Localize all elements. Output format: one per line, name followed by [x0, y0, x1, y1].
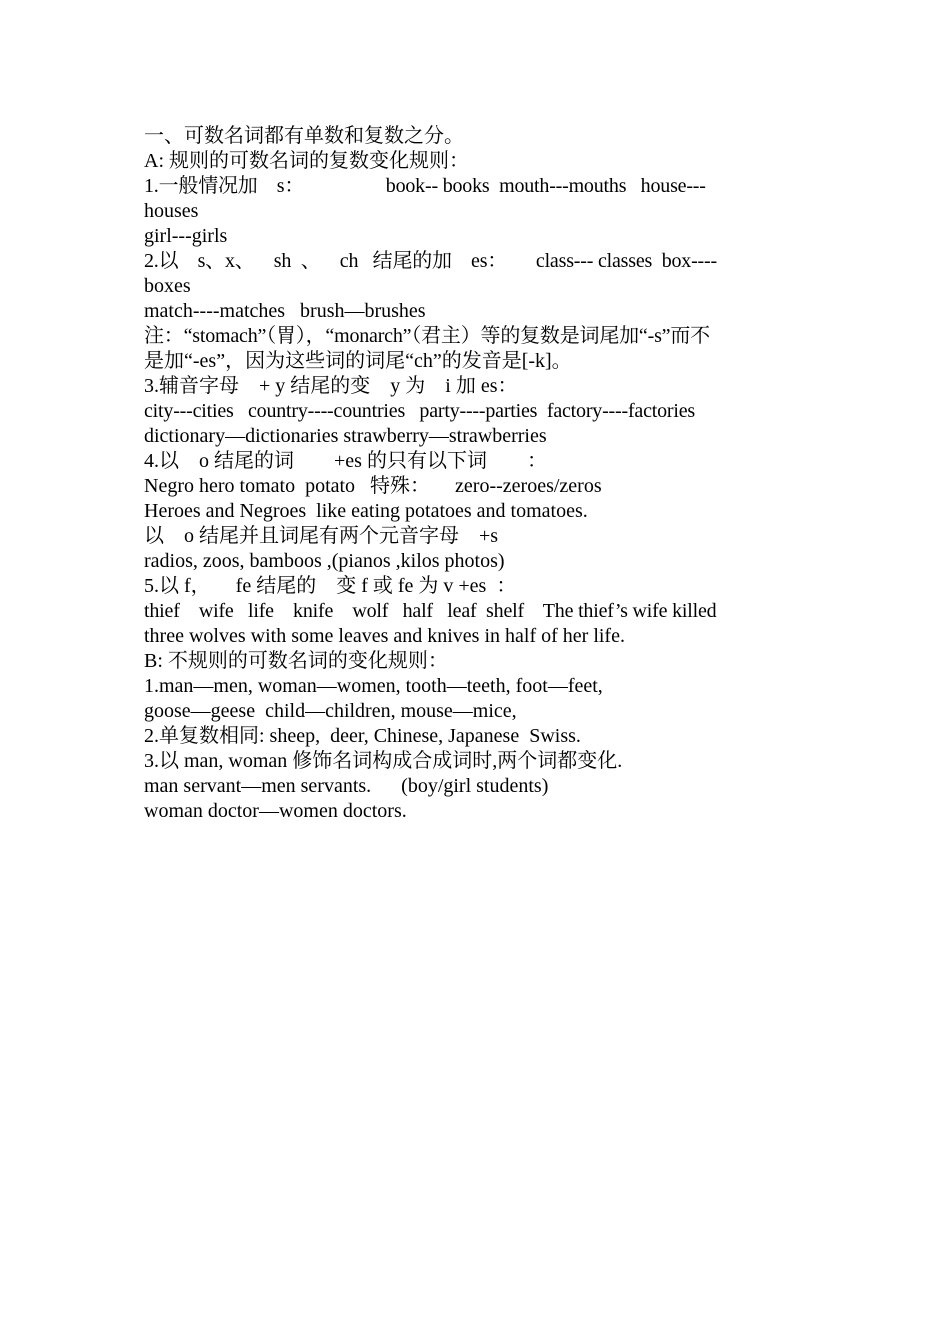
rule-2-continuation: boxes	[144, 275, 191, 297]
rule-5-line: 5.以 f， fe 结尾的 变 f 或 fe 为 v +es ：	[144, 575, 517, 597]
rule-4-example-2: Heroes and Negroes like eating potatoes and tomatoes.	[144, 500, 588, 522]
rule-2-line: 2.以 s、x、 sh 、 ch 结尾的加 es： class--- classes box----	[144, 250, 717, 272]
section-heading: 一、可数名词都有单数和复数之分。	[144, 125, 464, 147]
rule-2-example: match----matches brush—brushes	[144, 300, 426, 322]
irregular-rule-1-line: 1.man—men, woman—women, tooth—teeth, foot—feet,	[144, 675, 603, 697]
document-body	[144, 124, 808, 824]
note-line-1: 注：“stomach”（胃），“monarch”（君主）等的复数是词尾加“-s”而不	[144, 325, 710, 347]
irregular-rule-3-example-2: woman doctor—women doctors.	[144, 800, 407, 822]
rule-4-example-1: Negro hero tomato potato 特殊： zero--zeroes/zeros	[144, 475, 602, 497]
subsection-heading-a: A: 规则的可数名词的复数变化规则：	[144, 150, 469, 172]
rule-3-line: 3.辅音字母 + y 结尾的变 y 为 i 加 es：	[144, 375, 518, 397]
rule-4-example-3: radios, zoos, bamboos ,(pianos ,kilos photos)	[144, 550, 505, 572]
rule-1-example: girl---girls	[144, 225, 228, 247]
rule-1-continuation: houses	[144, 200, 199, 222]
subsection-heading-b: B: 不规则的可数名词的变化规则：	[144, 650, 448, 672]
irregular-rule-2-line: 2.单复数相同: sheep, deer, Chinese, Japanese Swiss.	[144, 725, 581, 747]
rule-5-example-2: three wolves with some leaves and knives in half of her life.	[144, 625, 625, 647]
note-line-2: 是加“-es”，因为这些词的词尾“ch”的发音是[-k]。	[144, 350, 572, 372]
rule-3-example-1: city---cities country----countries party----parties factory----factories	[144, 400, 695, 422]
rule-5-example-1: thief wife life knife wolf half leaf shelf The thief’s wife killed	[144, 600, 717, 622]
rule-1-line: 1.一般情况加 s： book-- books mouth---mouths house---	[144, 175, 706, 197]
irregular-rule-3-line: 3.以 man, woman 修饰名词构成合成词时,两个词都变化.	[144, 750, 623, 772]
rule-4-line: 4.以 o 结尾的词 +es 的只有以下词 ：	[144, 450, 547, 472]
rule-3-example-2: dictionary—dictionaries strawberry—strawberries	[144, 425, 547, 447]
irregular-rule-1-continuation: goose—geese child—children, mouse—mice,	[144, 700, 517, 722]
rule-4-sub-rule: 以 o 结尾并且词尾有两个元音字母 +s	[144, 525, 499, 547]
irregular-rule-3-example-1: man servant—men servants. (boy/girl students)	[144, 775, 549, 797]
